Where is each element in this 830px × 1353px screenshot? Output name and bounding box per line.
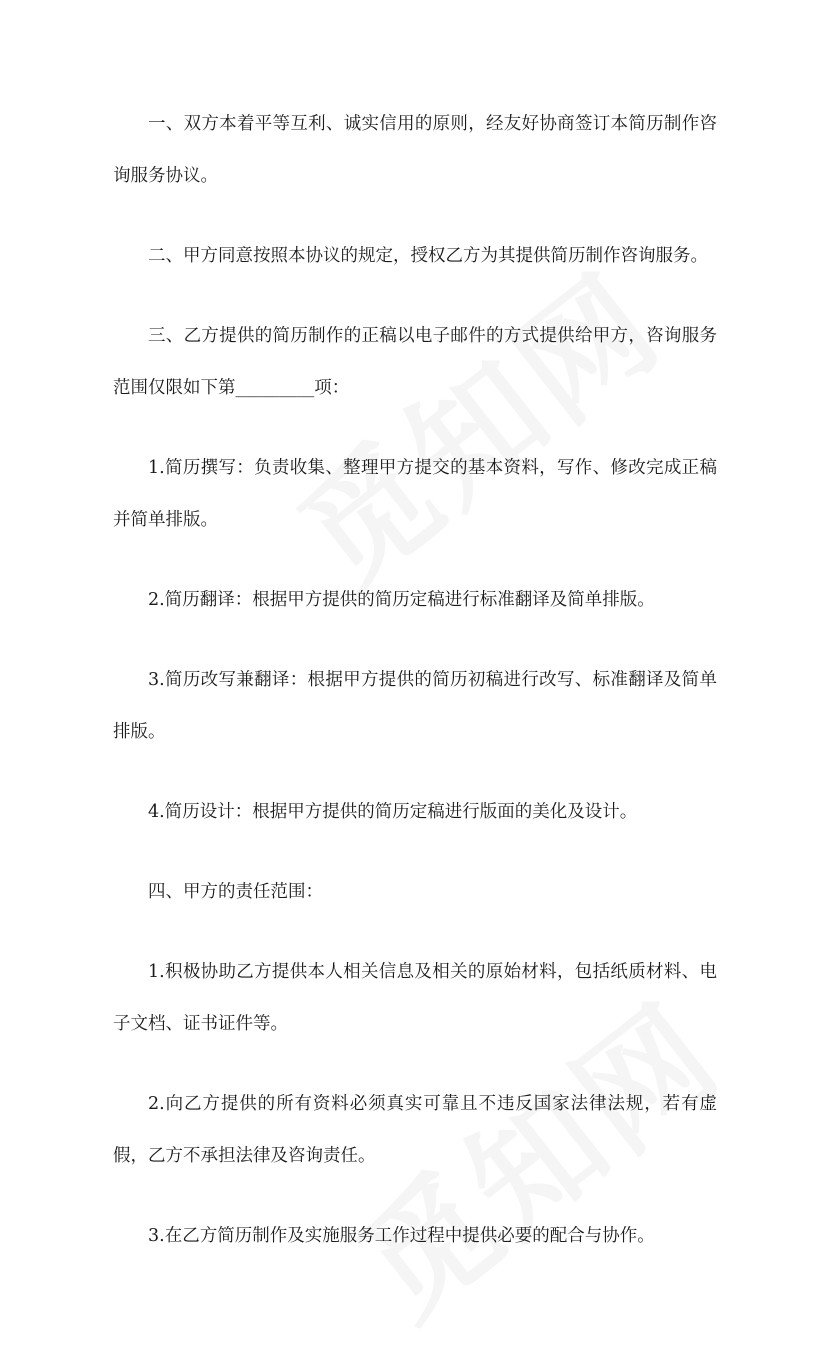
clause-3-service-scope: 三、乙方提供的简历制作的正稿以电子邮件的方式提供给甲方，咨询服务范围仅限如下第_________项： [113,326,717,398]
clause-2-authorization: 二、甲方同意按照本协议的规定，授权乙方为其提供简历制作咨询服务。 [148,246,708,266]
service-item-resume-design: 4.简历设计：根据甲方提供的简历定稿进行版面的美化及设计。 [148,802,638,822]
responsibility-item-provide-materials: 1.积极协助乙方提供本人相关信息及相关的原始材料，包括纸质材料、电子文档、证书证件等。 [113,962,717,1034]
service-item-resume-writing: 1.简历撰写：负责收集、整理甲方提交的基本资料，写作、修改完成正稿并简单排版。 [113,458,717,530]
responsibility-item-cooperation: 3.在乙方简历制作及实施服务工作过程中提供必要的配合与协作。 [148,1226,655,1246]
service-item-rewrite-translation: 3.简历改写兼翻译：根据甲方提供的简历初稿进行改写、标准翻译及简单排版。 [113,670,717,742]
service-item-resume-translation: 2.简历翻译：根据甲方提供的简历定稿进行标准翻译及简单排版。 [148,590,655,610]
responsibility-item-truthful-info: 2.向乙方提供的所有资料必须真实可靠且不违反国家法律法规，若有虚假，乙方不承担法律及咨询责任。 [113,1094,717,1166]
document-body [113,98,717,1290]
clause-1-principle: 一、双方本着平等互利、诚实信用的原则，经友好协商签订本简历制作咨询服务协议。 [113,114,717,186]
clause-4-party-a-responsibilities: 四、甲方的责任范围： [148,882,323,902]
